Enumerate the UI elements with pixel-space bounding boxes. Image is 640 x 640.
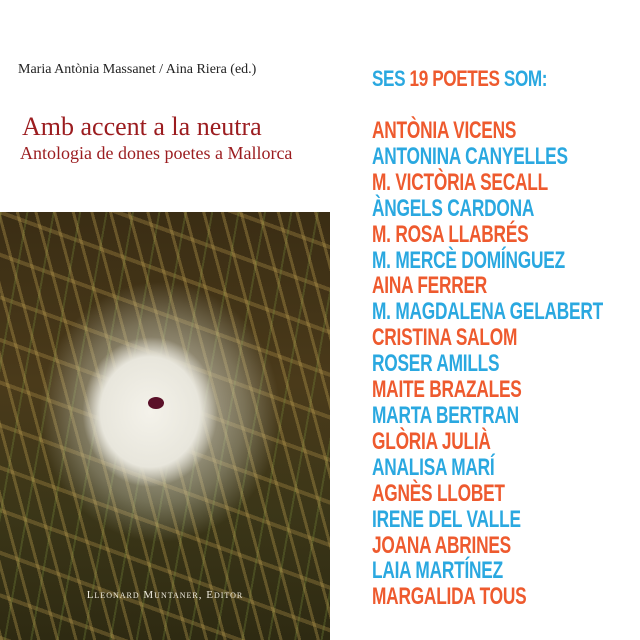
book-subtitle: Antologia de dones poetes a Mallorca	[20, 143, 293, 163]
poet-name: GLÒRIA JULIÀ	[372, 427, 491, 455]
poet-name: MAITE BRAZALES	[372, 376, 522, 404]
poet-name: ROSER AMILLS	[372, 350, 500, 378]
poet-name: CRISTINA SALOM	[372, 324, 518, 352]
heading-part: 19 POETES	[409, 66, 504, 91]
poet-name: ANTÒNIA VICENS	[372, 117, 517, 144]
poet-name: LAIA MARTÍNEZ	[372, 557, 503, 585]
cover-photo	[0, 212, 330, 640]
poets-heading	[372, 66, 547, 92]
poet-name: MARGALIDA TOUS	[372, 583, 527, 611]
book-title: Amb accent a la neutra	[22, 112, 262, 141]
poet-name: M. ROSA LLABRÉS	[372, 220, 529, 248]
poet-name: M. MERCÈ DOMÍNGUEZ	[372, 246, 565, 274]
poet-name: ÀNGELS CARDONA	[372, 194, 535, 222]
poet-name: IRENE DEL VALLE	[372, 505, 521, 533]
poets-list	[372, 118, 640, 610]
poet-name: M. MAGDALENA GELABERT	[372, 298, 603, 326]
poet-name: AINA FERRER	[372, 272, 488, 300]
book-authors: Maria Antònia Massanet / Aina Riera (ed.)	[18, 62, 257, 77]
heading-part: SES	[372, 66, 410, 91]
publisher-name: Lleonard Muntaner, Editor	[86, 589, 244, 601]
poet-name: JOANA ABRINES	[372, 531, 511, 559]
poet-name: M. VICTÒRIA SECALL	[372, 168, 548, 196]
poet-name: ANALISA MARÍ	[372, 453, 495, 481]
poet-name: MARTA BERTRAN	[372, 401, 519, 429]
flower-center	[148, 397, 164, 409]
poet-name: ANTONINA CANYELLES	[372, 142, 568, 170]
heading-part: SOM:	[503, 66, 548, 91]
poet-name: AGNÈS LLOBET	[372, 479, 505, 507]
